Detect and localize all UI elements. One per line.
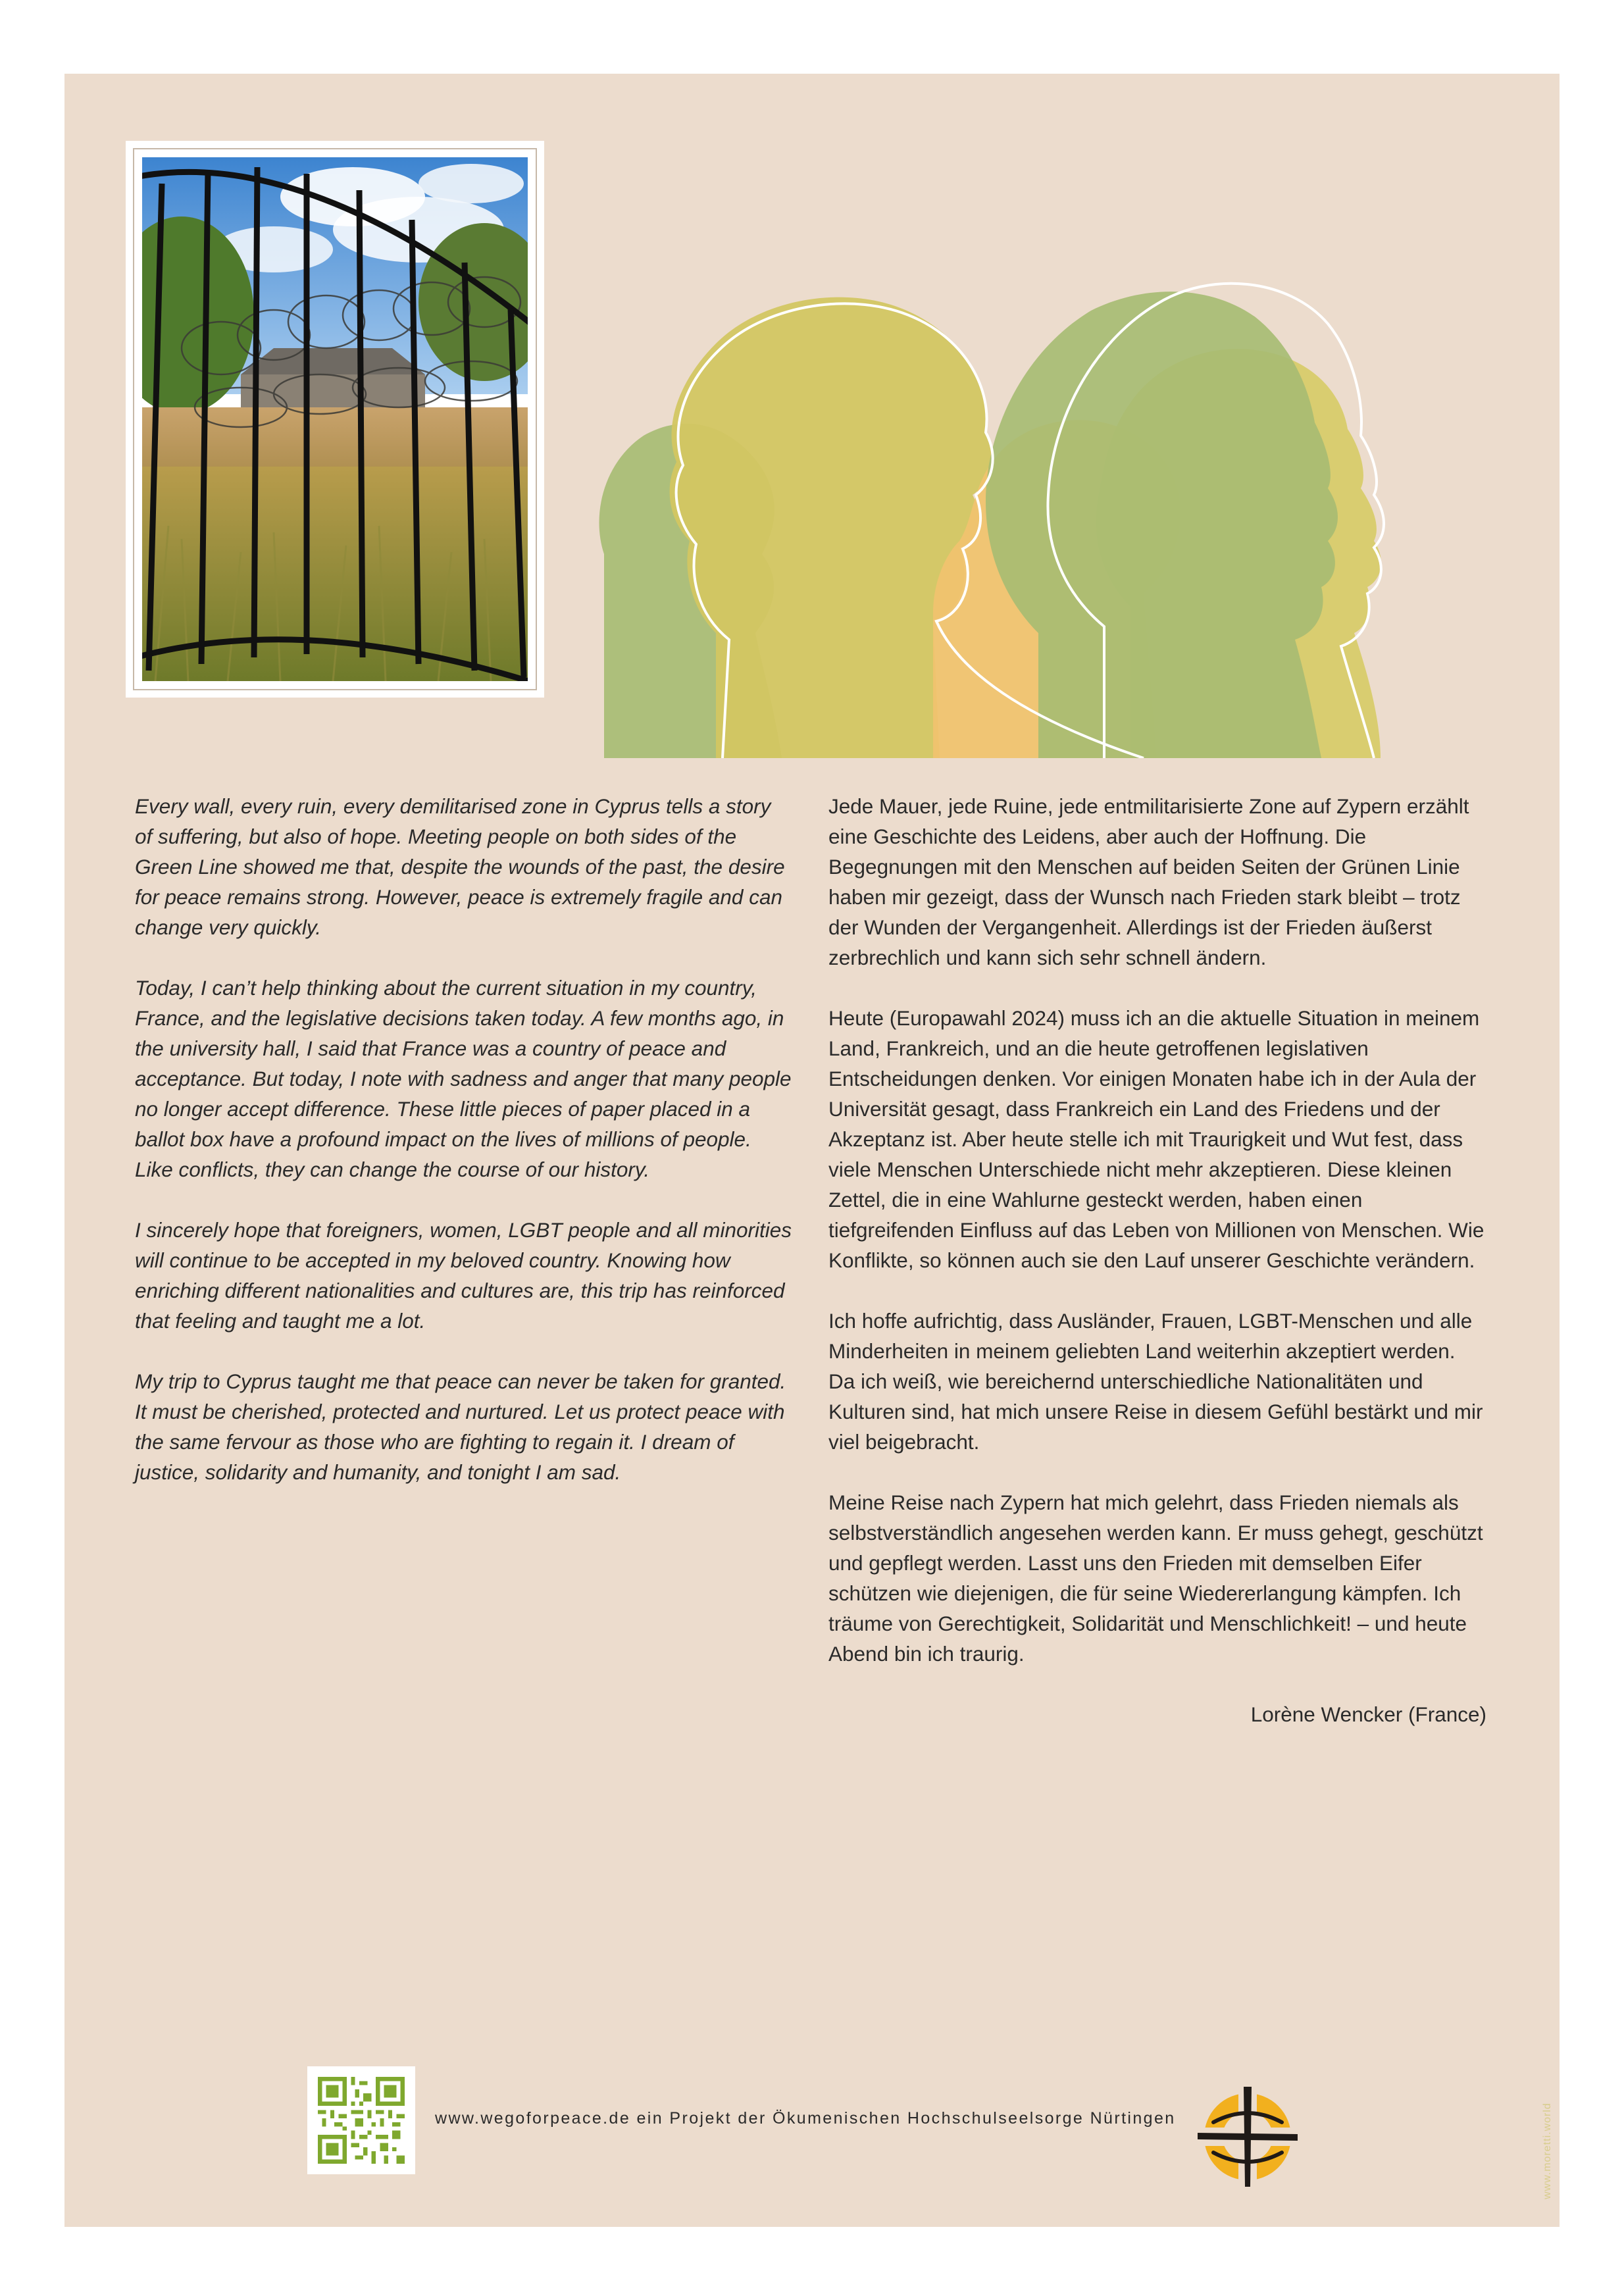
paragraph-en-4: My trip to Cyprus taught me that peace can never be taken for granted. It must be cherished, protected and nurtured. Let us protect peace with the same fervour as those who are fighting to regain it. I dream of justice, solidarity and humanity, and tonight I am sad. [135, 1369, 786, 1484]
side-credit: www.moretti.world [1542, 2103, 1553, 2199]
author-name: Lorène Wencker (France) [1250, 1702, 1486, 1726]
photo-frame [128, 143, 542, 696]
paragraph-de-2: Heute (Europawahl 2024) muss ich an die aktuelle Situation in meinem Land, Frankreich, und an die heute getroffenen legislativen Entscheidungen denken. Vor einigen Monaten habe ich in der Aula der Universität gesagt, dass Frankreich ein Land des Friedens und der Akzeptanz ist. Aber heute stelle ich mit Traurigkeit und Wut fest, dass viele Menschen Unterschiede nicht mehr akzeptieren. Diese kleinen Zettel, die in eine Wahlurne gesteckt werden, haben einen tiefgreifenden Einfluss auf das Leben von Millionen von Menschen. Wie Konflikte, so können auch sie den Lauf unserer Geschichte verändern. [828, 1006, 1484, 1272]
paragraph-en-1: Every wall, every ruin, every demilitarised zone in Cyprus tells a story of suffering, but also of hope. Meeting people on both sides of the Green Line showed me that, despite the wounds of the past, the desire for peace remains strong. However, peace is extremely fragile and can change very quickly. [135, 794, 785, 939]
article-english [135, 791, 793, 1518]
human-head-silhouettes [565, 212, 1499, 758]
paragraph-de-3: Ich hoffe aufrichtig, dass Ausländer, Frauen, LGBT-Menschen und alle Minderheiten in meinem geliebten Land weiterhin akzeptiert werden. Da ich weiß, wie bereichernd unterschiedliche Nationalitäten und Kulturen sind, hat mich unsere Reise in diesem Gefühl bestärkt und mir viel beigebracht. [828, 1309, 1483, 1454]
barbed-wire-fence-photo [142, 157, 528, 681]
footer-project-text: www.wegoforpeace.de ein Projekt der Ökumenischen Hochschulseelsorge Nürtingen [435, 2109, 1176, 2128]
article-german [828, 791, 1486, 1729]
ecumenical-cross-logo-icon [1195, 2084, 1300, 2189]
qr-code-icon[interactable] [307, 2066, 415, 2174]
paragraph-en-2: Today, I can’t help thinking about the current situation in my country, France, and the legislative decisions taken today. A few months ago, in the university hall, I said that France was a country of peace and acceptance. But today, I note with sadness and anger that many people no longer accept difference. These little pieces of paper placed in a ballot box have a profound impact on the lives of millions of people. Like conflicts, they can change the course of our history. [135, 976, 792, 1181]
paragraph-de-1: Jede Mauer, jede Ruine, jede entmilitarisierte Zone auf Zypern erzählt eine Geschichte des Leidens, aber auch der Hoffnung. Die Begegnungen mit den Menschen auf beiden Seiten der Grünen Linie haben mir gezeigt, dass der Wunsch nach Frieden stark bleibt – trotz der Wunden der Vergangenheit. Allerdings ist der Frieden äußerst zerbrechlich und kann sich sehr schnell ändern. [828, 794, 1469, 969]
paragraph-de-4: Meine Reise nach Zypern hat mich gelehrt, dass Frieden niemals als selbstverständlich angesehen werden kann. Er muss gehegt, geschützt und gepflegt werden. Lasst uns den Frieden mit demselben Eifer schützen wie diejenigen, die für seine Wiedererlangung kämpfen. Ich träume von Gerechtigkeit, Solidarität und Menschlichkeit! – und heute Abend bin ich traurig. [828, 1491, 1483, 1666]
poster-background [64, 74, 1560, 2227]
paragraph-en-3: I sincerely hope that foreigners, women, LGBT people and all minorities will continue to be accepted in my beloved country. Knowing how enriching different nationalities and cultures are, this trip has reinforced that feeling and taught me a lot. [135, 1218, 792, 1333]
